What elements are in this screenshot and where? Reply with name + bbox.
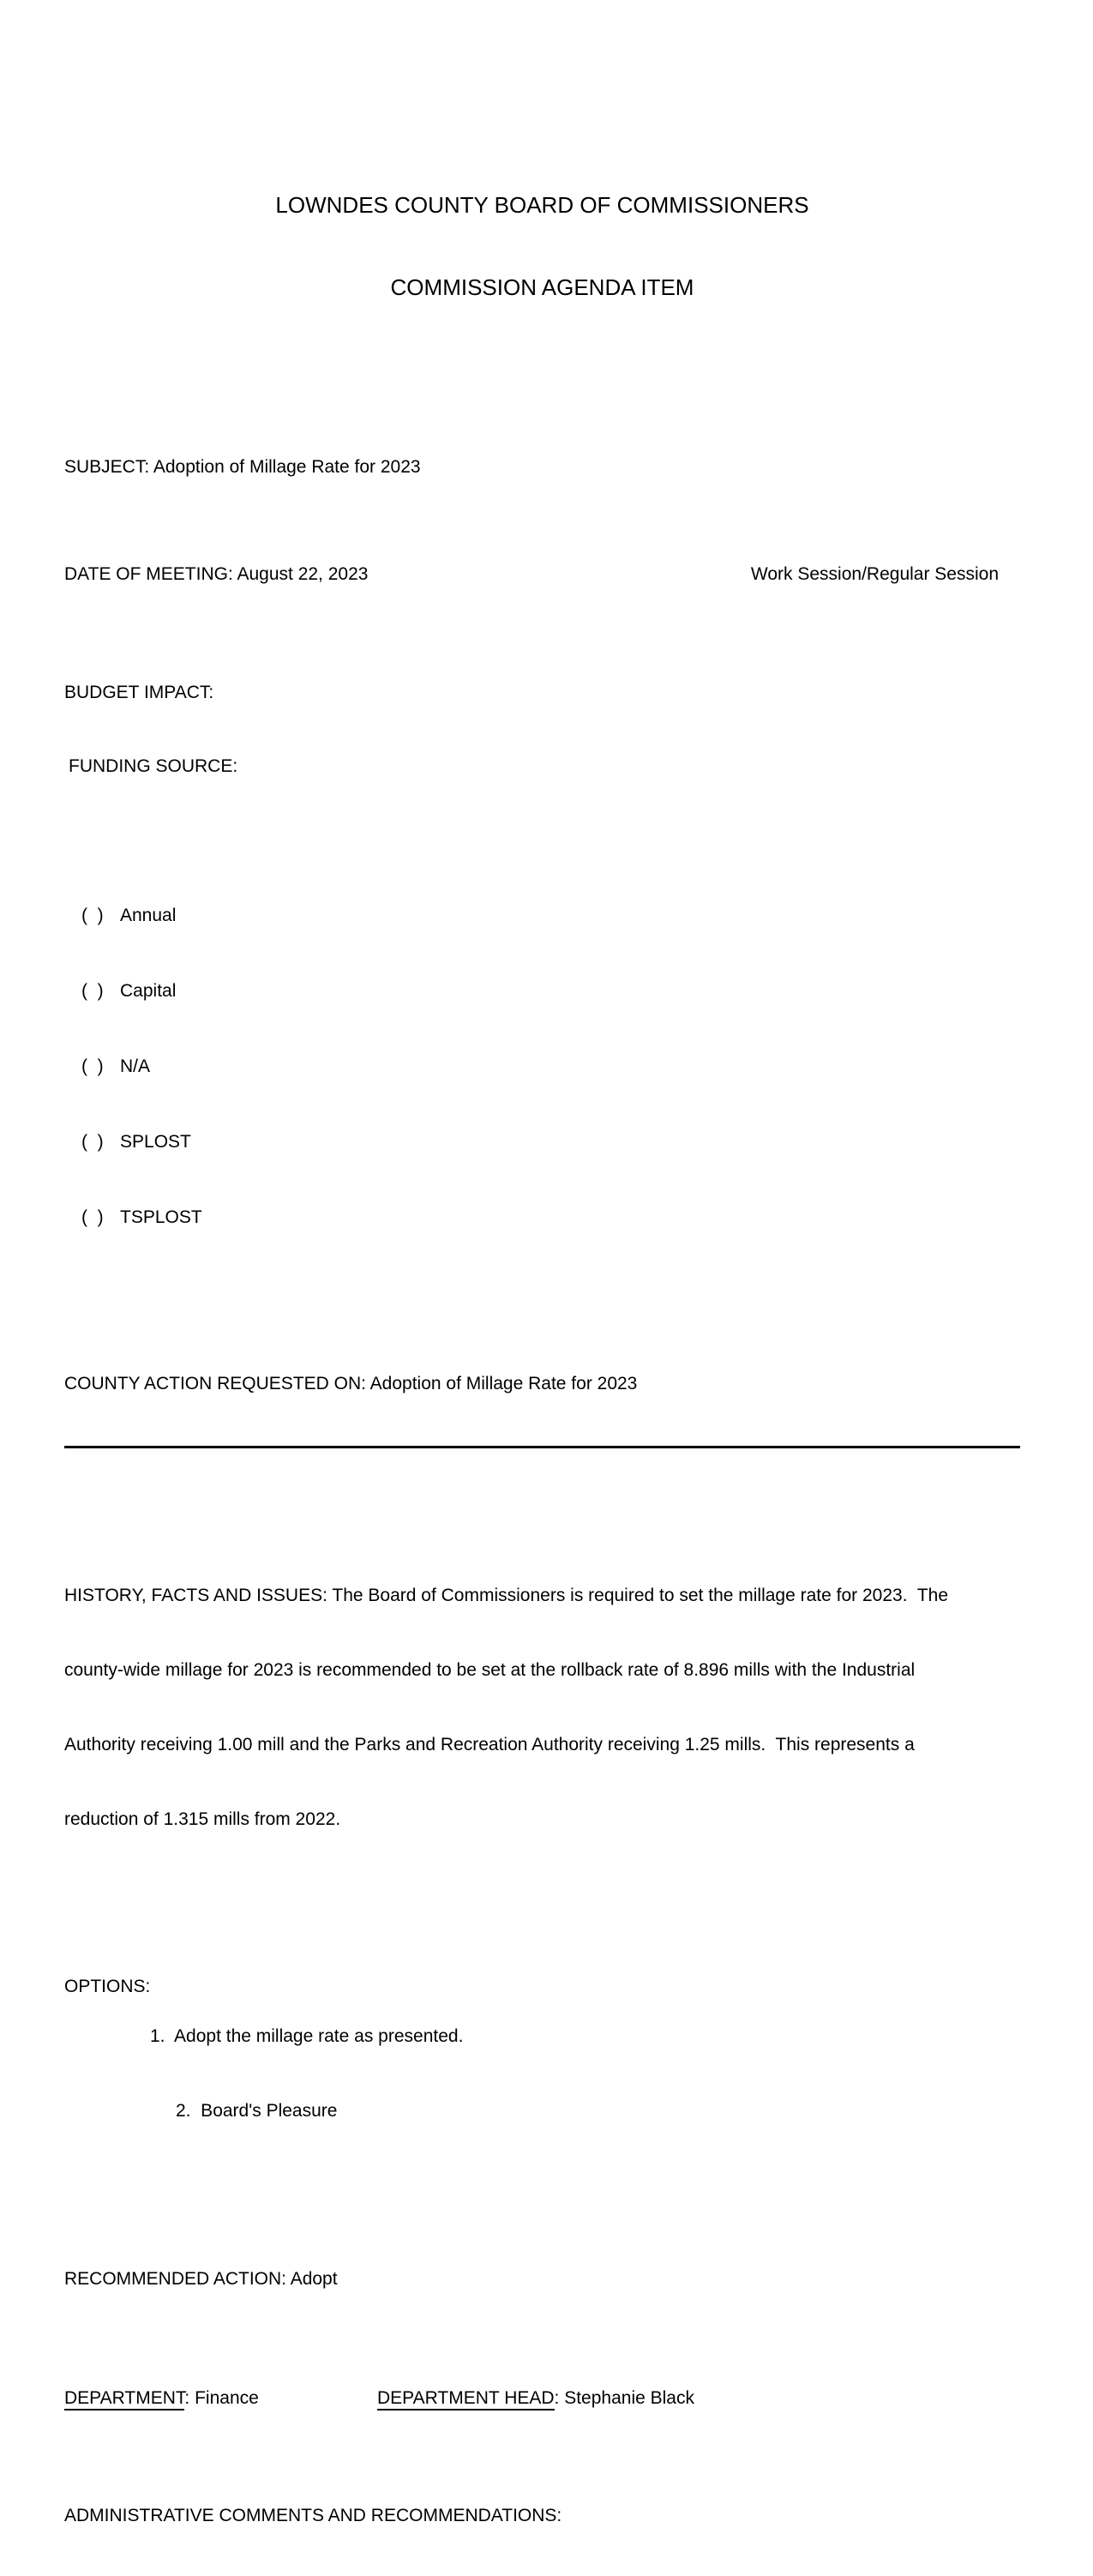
department-separator: : [184, 2388, 195, 2408]
history-line: HISTORY, FACTS AND ISSUES: The Board of Commissioners is required to set the millage rate for 2023. The [64, 1586, 949, 1605]
funding-option-tsplost [64, 1204, 1020, 1231]
document-title [64, 136, 1020, 356]
funding-option-label: N/A [120, 1056, 151, 1076]
administrative-comments: ADMINISTRATIVE COMMENTS AND RECOMMENDATIONS: [64, 2506, 562, 2525]
meeting-date-row [64, 563, 1020, 587]
department-head-separator: : [554, 2388, 565, 2408]
meeting-date-label: DATE OF MEETING: [64, 564, 233, 584]
funding-option-capital [64, 978, 1020, 1005]
funding-option-label: SPLOST [120, 1132, 191, 1152]
checkbox-placeholder: ( ) [81, 1132, 104, 1152]
horizontal-divider [64, 1446, 1020, 1448]
option-item-1: 1. Adopt the millage rate as presented. [150, 2026, 464, 2046]
options-label: OPTIONS: [64, 1977, 151, 1996]
funding-option-label: Capital [120, 981, 177, 1001]
recommended-action: RECOMMENDED ACTION: Adopt [64, 2269, 338, 2289]
department-value: Finance [195, 2388, 259, 2408]
option-item-2: 2. Board's Pleasure [176, 2101, 338, 2121]
funding-source-label: FUNDING SOURCE: [69, 756, 238, 776]
document-subtitle: COMMISSION AGENDA ITEM [390, 274, 694, 300]
history-line: reduction of 1.315 mills from 2022. [64, 1809, 341, 1829]
subject-row [64, 455, 1020, 479]
session-type: Work Session/Regular Session [750, 564, 999, 584]
funding-option-annual [64, 902, 1020, 930]
funding-option-splost [64, 1129, 1020, 1156]
funding-option-na [64, 1053, 1020, 1080]
department-head-label: DEPARTMENT HEAD [377, 2388, 555, 2410]
history-facts-issues [64, 1533, 1020, 1881]
county-action-requested: COUNTY ACTION REQUESTED ON: Adoption of Millage Rate for 2023 [64, 1374, 638, 1393]
department-head-value: Stephanie Black [564, 2388, 694, 2408]
funding-option-label: Annual [120, 906, 177, 925]
options-list [150, 1974, 463, 2173]
budget-impact-label: BUDGET IMPACT: [64, 683, 214, 702]
options-section [64, 1974, 1020, 2173]
subject-label: SUBJECT: [64, 457, 150, 477]
department-head [377, 2386, 694, 2410]
department [64, 2386, 377, 2410]
history-line: Authority receiving 1.00 mill and the Parks and Recreation Authority receiving 1.25 mills. This represents a [64, 1735, 915, 1754]
funding-option-label: TSPLOST [120, 1207, 202, 1227]
checkbox-placeholder: ( ) [81, 906, 104, 925]
department-label: DEPARTMENT [64, 2388, 184, 2410]
subject-value: Adoption of Millage Rate for 2023 [153, 457, 421, 477]
history-line: county-wide millage for 2023 is recommended to be set at the rollback rate of 8.896 mills with the Industrial [64, 1660, 916, 1680]
checkbox-placeholder: ( ) [81, 1207, 104, 1227]
department-row [64, 2386, 1020, 2410]
meeting-date-value: August 22, 2023 [237, 564, 369, 584]
checkbox-placeholder: ( ) [81, 981, 104, 1001]
checkbox-placeholder: ( ) [81, 1056, 104, 1076]
meeting-date [64, 563, 368, 587]
funding-options-list [64, 854, 1020, 1279]
org-title: LOWNDES COUNTY BOARD OF COMMISSIONERS [275, 192, 809, 218]
